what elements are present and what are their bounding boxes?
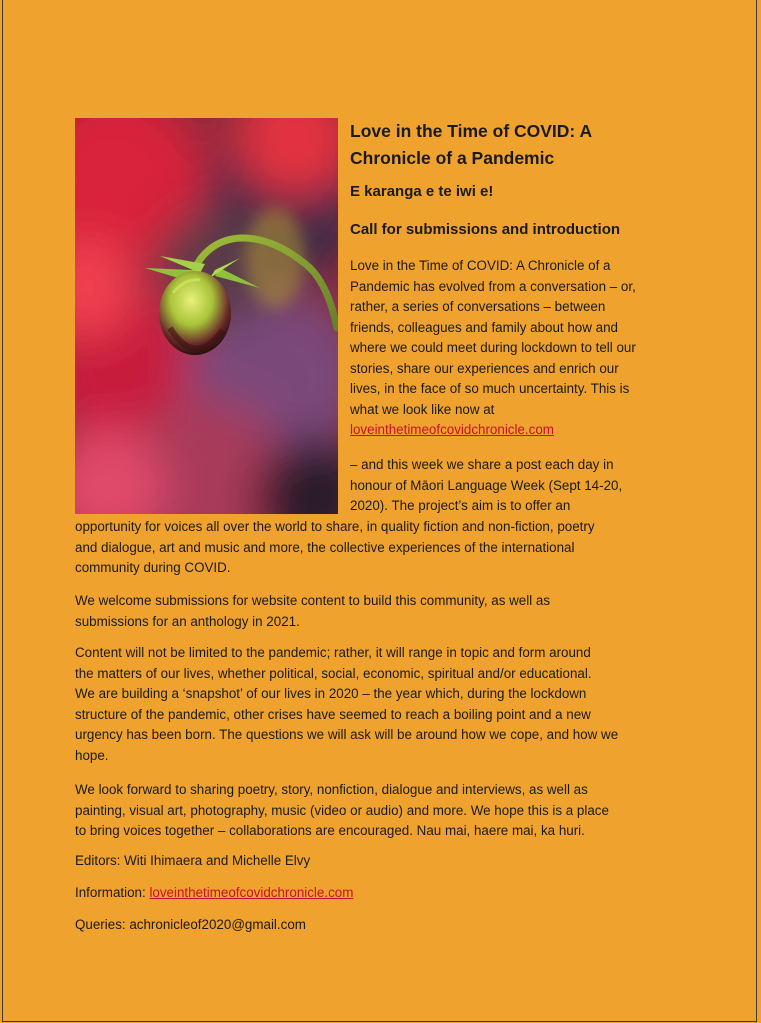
header-block xyxy=(350,118,690,240)
section-heading: Call for submissions and introduction xyxy=(350,221,621,238)
week-line: honour of Māori Language Week (Sept 14-20, xyxy=(350,477,623,493)
intro-line: where we could meet during lockdown to tell our xyxy=(350,340,636,355)
week-line: – and this week we share a post each day in xyxy=(350,457,614,472)
forward-line: We look forward to sharing poetry, story, nonfiction, dialogue and interviews, as well as xyxy=(75,782,588,797)
content-paragraph xyxy=(75,643,695,766)
queries-line: Queries: achronicleof2020@gmail.com xyxy=(75,917,306,932)
forward-line: painting, visual art, photography, music (video or audio) and more. We hope this is a place xyxy=(75,802,609,818)
content-line: hope. xyxy=(75,747,109,763)
title-line-1: Love in the Time of COVID: A xyxy=(350,121,593,141)
subtitle: E karanga e te iwi e! xyxy=(350,183,494,200)
editors-line: Editors: Witi Ihimaera and Michelle Elvy xyxy=(75,853,311,868)
intro-line: Pandemic has evolved from a conversation – or, xyxy=(350,278,636,294)
aim-line: and dialogue, art and music and more, the collective experiences of the international xyxy=(75,539,575,555)
welcome-line: We welcome submissions for website content to build this community, as well as xyxy=(75,593,551,608)
forward-paragraph xyxy=(75,780,695,842)
week-paragraph xyxy=(350,455,680,517)
intro-line: stories, share our experiences and enrich our xyxy=(350,360,619,376)
welcome-paragraph xyxy=(75,591,695,632)
content-line: We are building a ‘snapshot’ of our lives in 2020 – the year which, during the lockdown xyxy=(75,686,587,701)
aim-paragraph xyxy=(75,517,695,579)
information-label: Information: xyxy=(75,885,150,900)
intro-line: Love in the Time of COVID: A Chronicle of a xyxy=(350,258,611,273)
information-line xyxy=(75,883,695,904)
content-line: urgency has been born. The questions we will ask will be around how we cope, and how we xyxy=(75,727,619,742)
content-line: the matters of our lives, whether political, social, economic, spiritual and/or educational. xyxy=(75,665,592,681)
page-title xyxy=(350,118,690,172)
content-line: Content will not be limited to the pandemic; rather, it will range in topic and form around xyxy=(75,645,591,660)
forward-line: to bring voices together – collaborations are encouraged. Nau mai, haere mai, ka huri. xyxy=(75,823,585,838)
aim-line: opportunity for voices all over the world to share, in quality fiction and non-fiction, poetry xyxy=(75,519,595,534)
intro-line: what we look like now at xyxy=(350,401,495,417)
information-link[interactable]: loveinthetimeofcovidchronicle.com xyxy=(149,885,354,900)
title-line-2: Chronicle of a Pandemic xyxy=(350,148,555,168)
intro-paragraph xyxy=(350,256,680,441)
intro-line: lives, in the face of so much uncertainty. This is xyxy=(350,381,630,396)
week-line: 2020). The project’s aim is to offer an xyxy=(350,498,571,513)
aim-line: community during COVID. xyxy=(75,560,231,575)
dahlia-bud-photo xyxy=(75,118,338,514)
intro-line: friends, colleagues and family about how and xyxy=(350,319,618,335)
website-link[interactable]: loveinthetimeofcovidchronicle.com xyxy=(350,422,554,437)
welcome-line: submissions for an anthology in 2021. xyxy=(75,613,300,629)
content-line: structure of the pandemic, other crises have seemed to reach a boiling point and a new xyxy=(75,706,591,722)
intro-line: rather, a series of conversations – between xyxy=(350,299,606,314)
